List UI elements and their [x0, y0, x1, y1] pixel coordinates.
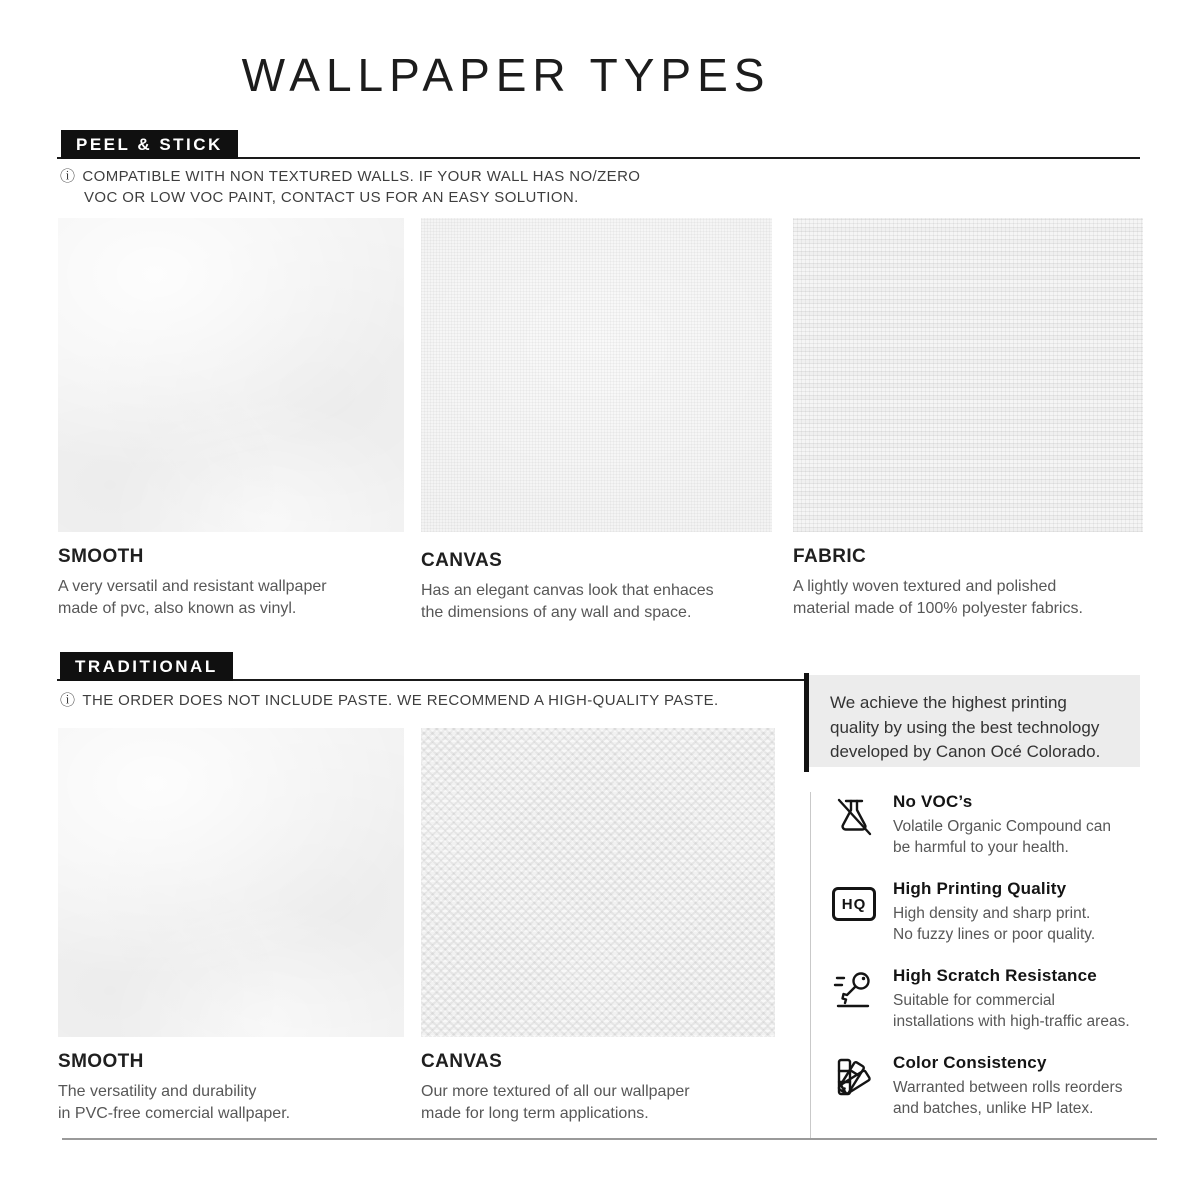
quote-line: We achieve the highest printing — [830, 693, 1067, 712]
smooth-texture-swatch — [58, 218, 404, 532]
swatch-description: Has an elegant canvas look that enhaces the dimensions of any wall and space. — [421, 582, 714, 621]
card-peel-canvas — [421, 218, 772, 624]
section-label-traditional — [60, 652, 233, 681]
swatch-description: A very versatil and resistant wallpaper made of pvc, also known as vinyl. — [58, 578, 327, 617]
feature-description: Warranted between rolls reorders and batches, unlike HP latex. — [893, 1079, 1123, 1117]
no-voc-icon — [832, 794, 876, 838]
info-icon: ⓘ — [60, 691, 76, 709]
bottom-divider — [62, 1138, 1157, 1140]
note-line: THE ORDER DOES NOT INCLUDE PASTE. WE RECOMMEND A HIGH-QUALITY PASTE. — [82, 692, 719, 709]
note-line: COMPATIBLE WITH NON TEXTURED WALLS. IF YOUR WALL HAS NO/ZERO — [82, 168, 641, 185]
smooth-texture-swatch — [58, 728, 404, 1037]
quote-box — [809, 675, 1140, 767]
scratch-resistance-icon — [832, 968, 876, 1012]
feature-title: Color Consistency — [893, 1053, 1047, 1072]
quote-line: developed by Canon Océ Colorado. — [830, 742, 1101, 761]
quote-line: quality by using the best technology — [830, 717, 1100, 737]
hq-icon-text: HQ — [832, 887, 876, 921]
feature-title: High Scratch Resistance — [893, 966, 1097, 985]
fabric-texture-swatch — [793, 218, 1143, 532]
swatch-title: CANVAS — [421, 550, 503, 571]
feature-description: Volatile Organic Compound can be harmful to your health. — [893, 818, 1111, 856]
peel-stick-note — [60, 166, 640, 208]
features-list — [810, 792, 1155, 1140]
canvas-texture-swatch — [421, 728, 775, 1037]
color-swatch-icon — [832, 1055, 876, 1099]
feature-title: High Printing Quality — [893, 879, 1067, 898]
swatch-description: A lightly woven textured and polished material made of 100% polyester fabrics. — [793, 578, 1083, 617]
swatch-title: SMOOTH — [58, 1051, 144, 1072]
canvas-texture-swatch — [421, 218, 772, 532]
feature-high-printing-quality — [832, 879, 1155, 945]
swatch-description: Our more textured of all our wallpaper made for long term applications. — [421, 1083, 690, 1122]
hq-icon — [832, 881, 876, 925]
page-title: WALLPAPER TYPES — [241, 49, 771, 101]
feature-no-voc — [832, 792, 1155, 858]
card-traditional-canvas — [421, 728, 775, 1125]
info-icon: ⓘ — [60, 167, 76, 185]
section-label-peel-stick — [61, 130, 238, 159]
feature-title: No VOC’s — [893, 792, 973, 811]
note-line: VOC OR LOW VOC PAINT, CONTACT US FOR AN EASY SOLUTION. — [84, 189, 579, 206]
swatch-description: The versatility and durability in PVC-free comercial wallpaper. — [58, 1083, 291, 1122]
card-peel-fabric — [793, 218, 1143, 620]
card-traditional-smooth — [58, 728, 404, 1125]
feature-scratch-resistance — [832, 966, 1155, 1032]
feature-color-consistency — [832, 1053, 1155, 1119]
swatch-title: SMOOTH — [58, 546, 144, 567]
swatch-title: FABRIC — [793, 546, 867, 567]
traditional-note — [60, 690, 719, 711]
swatch-title: CANVAS — [421, 1051, 503, 1072]
feature-description: High density and sharp print. No fuzzy lines or poor quality. — [893, 905, 1096, 943]
feature-description: Suitable for commercial installations with high-traffic areas. — [893, 992, 1130, 1030]
section-label-text: PEEL & STICK — [76, 134, 223, 154]
card-peel-smooth — [58, 218, 404, 620]
section-label-text: TRADITIONAL — [75, 656, 218, 676]
